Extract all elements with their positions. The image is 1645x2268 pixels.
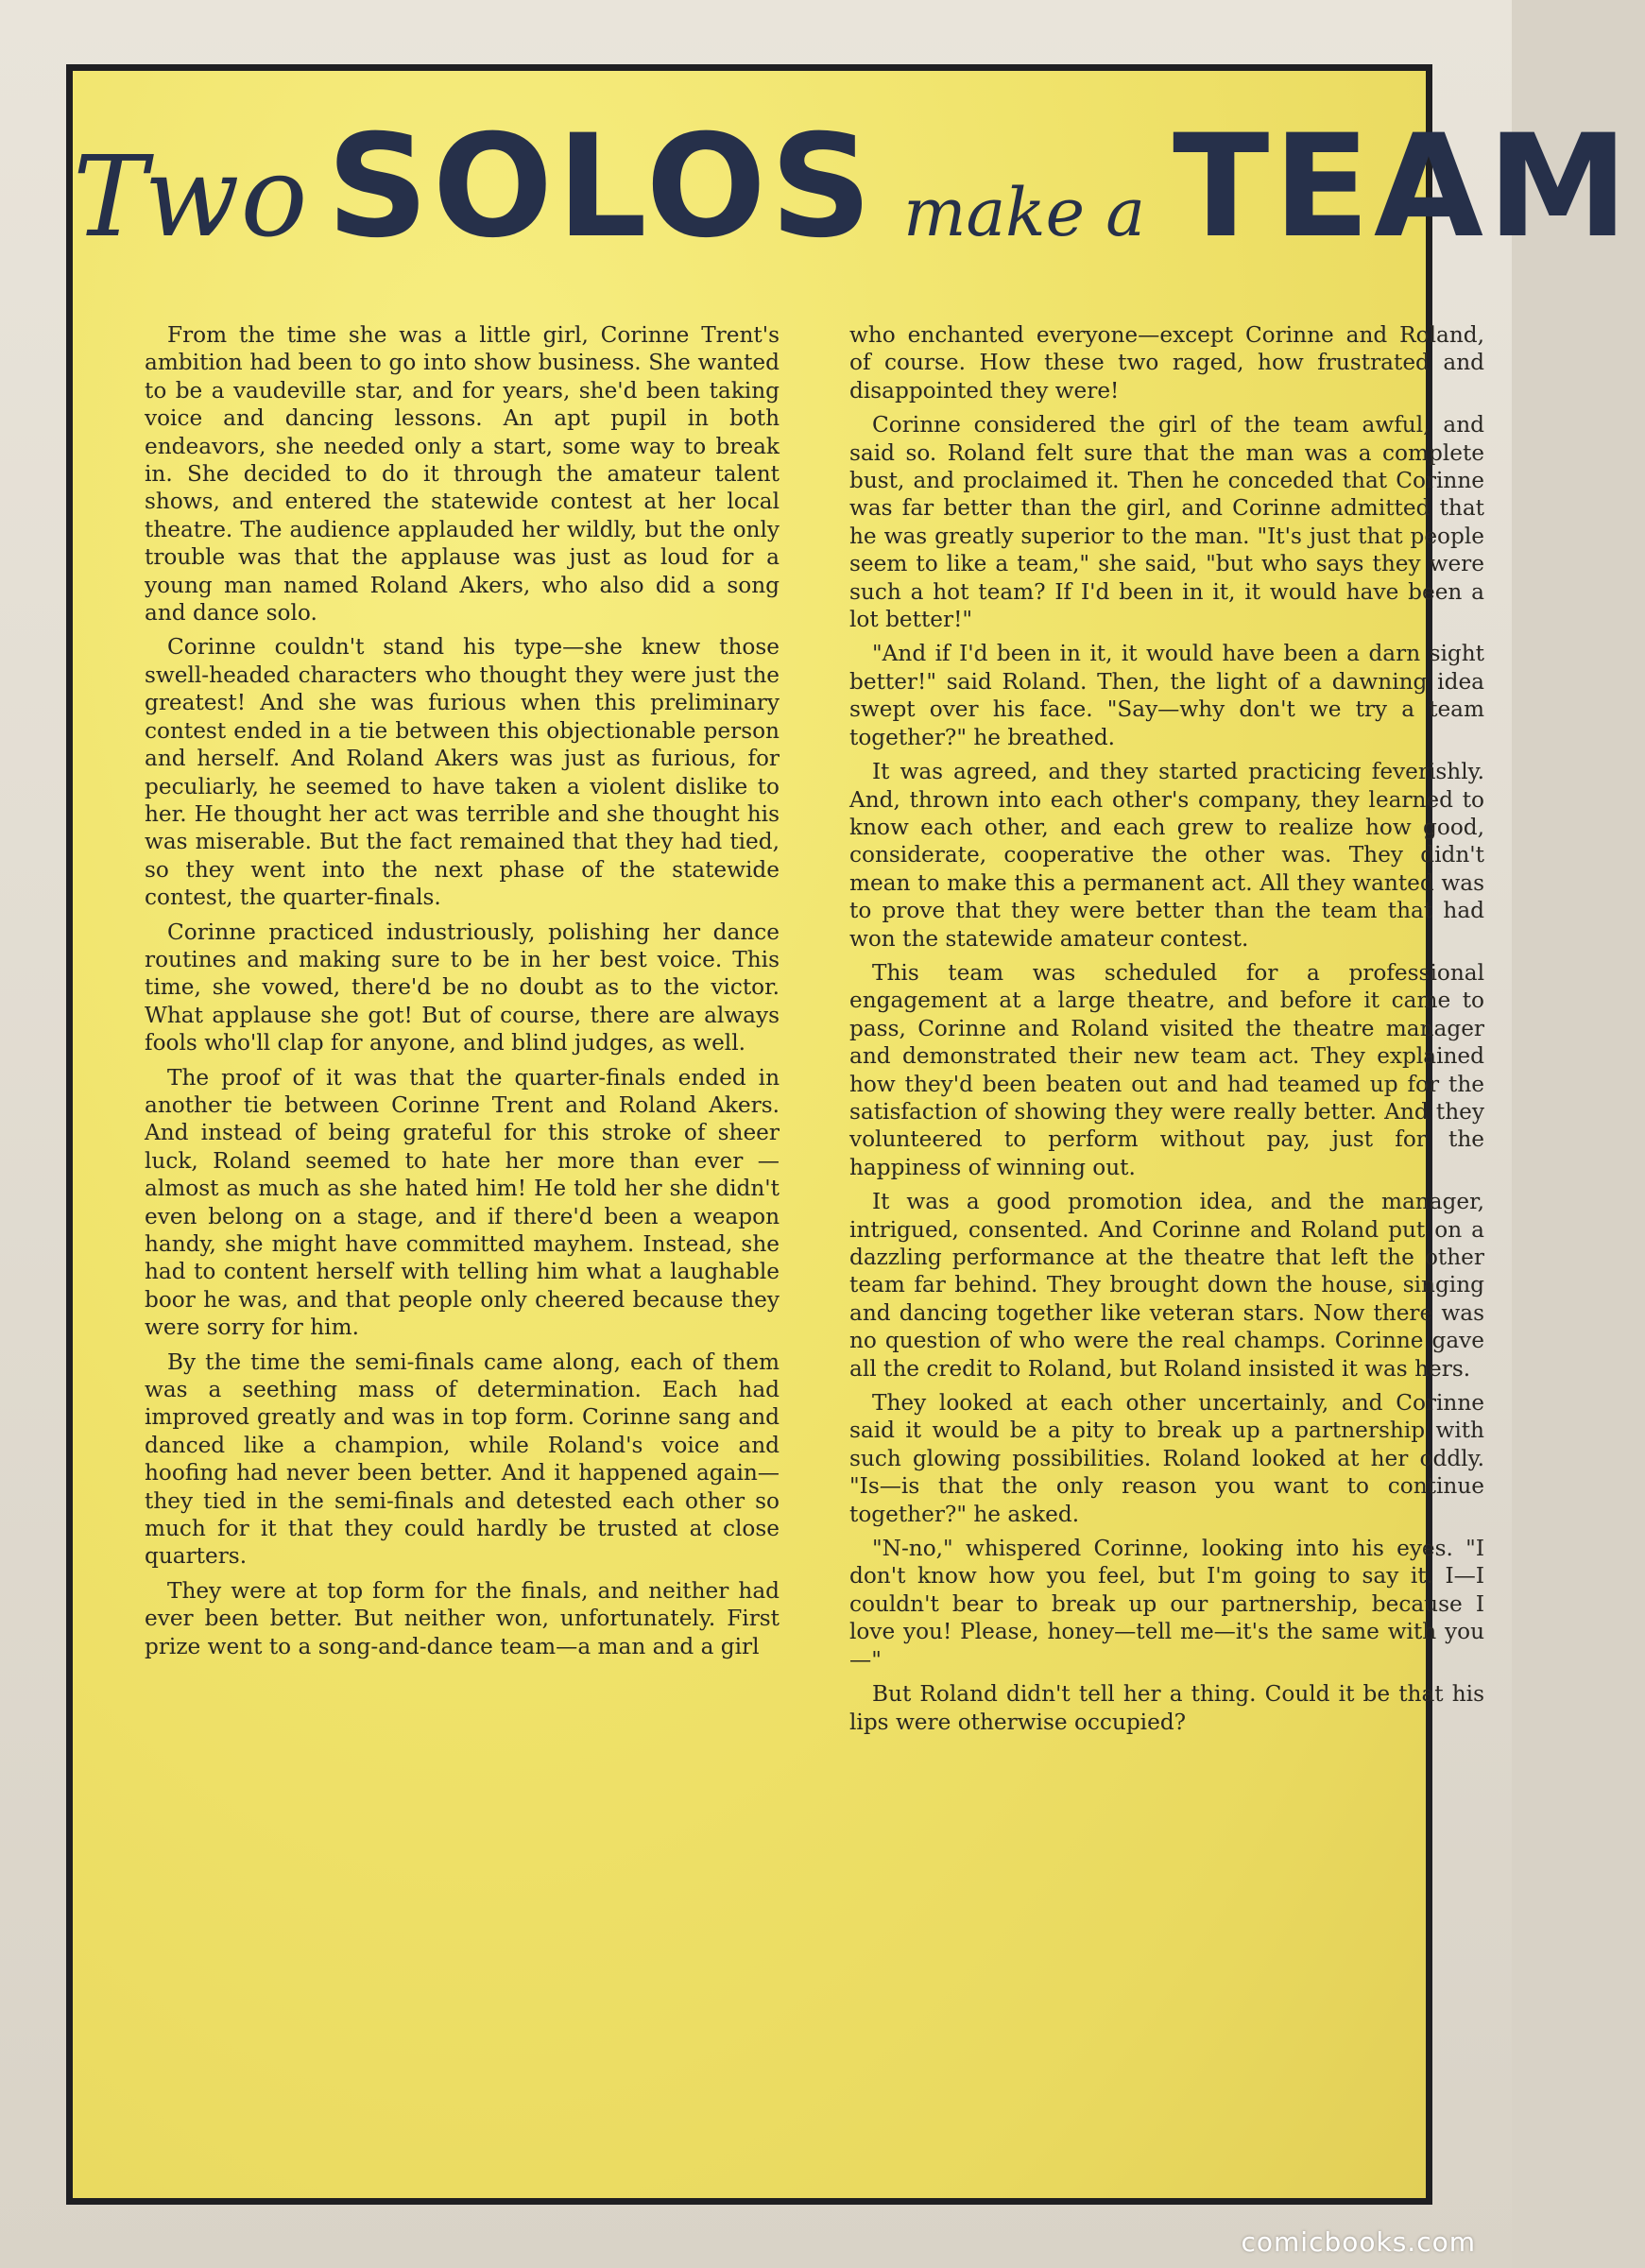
paragraph: By the time the semi-finals came along, each of them was a seething mass of determination. Each had improved greatly and was in top form. Corinne sang and danced like a champion, while Roland's voice and hoofing had never been better. And it happened again—they tied in the semi-finals and detested each other so much for it that they could hardly be trusted at close quarters.	[145, 1349, 780, 1570]
paragraph: who enchanted everyone—except Corinne and Roland, of course. How these two raged, how frustrated and disappointed they were!	[849, 322, 1484, 404]
paragraph: Corinne practiced industriously, polishing her dance routines and making sure to be in her best voice. This time, she vowed, there'd be no doubt as to the victor. What applause she got! But of course, there are always fools who'll clap for anyone, and blind judges, as well.	[145, 919, 780, 1057]
paragraph: It was agreed, and they started practicing feverishly. And, thrown into each other's company, they learned to know each other, and each grew to realize how good, considerate, cooperative the other was. They didn't mean to make this a permanent act. All they wanted was to prove that they were better than the team that had won the statewide amateur contest.	[849, 759, 1484, 952]
paragraph: They looked at each other uncertainly, and Corinne said it would be a pity to break up a partnership with such glowing possibilities. Roland looked at her oddly. "Is—is that the only reason you want to continue together?" he asked.	[849, 1390, 1484, 1527]
paragraph: "And if I'd been in it, it would have been a darn sight better!" said Roland. Then, the light of a dawning idea swept over his face. "Say—why don't we try a team together?" he breathed.	[849, 641, 1484, 750]
site-watermark: comicbooks.com	[1241, 2226, 1476, 2258]
title-word-two: Two	[73, 131, 309, 262]
paragraph: The proof of it was that the quarter-finals ended in another tie between Corinne Trent and Roland Akers. And instead of being grateful for this stroke of sheer luck, Roland seemed to hate her more than ever —almost as much as she hated him! He told her she didn't even belong on a stage, and if there'd been a weapon handy, she might have committed mayhem. Instead, she had to content herself with telling him what a laughable boor he was, and that people only cheered because they were sorry for him.	[145, 1064, 780, 1341]
paragraph: Corinne couldn't stand his type—she knew those swell-headed characters who thought they were just the greatest! And she was furious when this preliminary contest ended in a tie between this objectionable person and herself. And Roland Akers was just as furious, for peculiarly, he seemed to have taken a violent dislike to her. He thought her act was terrible and she thought his was miserable. But the fact remained that they had tied, so they went into the next phase of the statewide contest, the quarter-finals.	[145, 634, 780, 911]
title-word-make-a: make a	[903, 174, 1145, 251]
paragraph: It was a good promotion idea, and the manager, intrigued, consented. And Corinne and Roland put on a dazzling performance at the theatre that left the other team far behind. They brought down the house, singing and dancing together like veteran stars. Now there was no question of who were the real champs. Corinne gave all the credit to Roland, but Roland insisted it was hers.	[849, 1189, 1484, 1382]
text-columns	[145, 321, 1484, 2174]
paragraph: From the time she was a little girl, Corinne Trent's ambition had been to go into show business. She wanted to be a vaudeville star, and for years, she'd been taking voice and dancing lessons. An apt pupil in both endeavors, she needed only a start, some way to break in. She decided to do it through the amateur talent shows, and entered the statewide contest at her local theatre. The audience applauded her wildly, but the only trouble was that the applause was just as loud for a young man named Roland Akers, who also did a song and dance solo.	[145, 322, 780, 627]
story-title	[73, 105, 1633, 313]
paragraph: "N-no," whispered Corinne, looking into his eyes. "I don't know how you feel, but I'm going to say it. I—I couldn't bear to break up our partnership, because I love you! Please, honey—tell me—it's the same with you—"	[849, 1536, 1484, 1673]
paragraph: This team was scheduled for a professional engagement at a large theatre, and before it came to pass, Corinne and Roland visited the theatre manager and demonstrated their new team act. They explained how they'd been beaten out and had teamed up for the satisfaction of showing they were really better. And they volunteered to perform without pay, just for the happiness of winning out.	[849, 959, 1484, 1180]
story-panel	[66, 64, 1633, 2205]
title-word-solos: SOLOS	[326, 105, 876, 269]
left-column	[145, 321, 780, 2174]
right-column	[849, 321, 1484, 2174]
paragraph: They were at top form for the finals, and neither had ever been better. But neither won, unfortunately. First prize went to a song-and-dance team—a man and a girl	[145, 1577, 780, 1659]
paragraph: But Roland didn't tell her a thing. Could it be that his lips were otherwise occupied?	[849, 1681, 1484, 1735]
title-word-team: TEAM	[1173, 105, 1633, 269]
paragraph: Corinne considered the girl of the team awful, and said so. Roland felt sure that the man was a complete bust, and proclaimed it. Then he conceded that Corinne was far better than the girl, and Corinne admitted that he was greatly superior to the man. "It's just that people seem to like a team," she said, "but who says they were such a hot team? If I'd been in it, it would have been a lot better!"	[849, 412, 1484, 633]
